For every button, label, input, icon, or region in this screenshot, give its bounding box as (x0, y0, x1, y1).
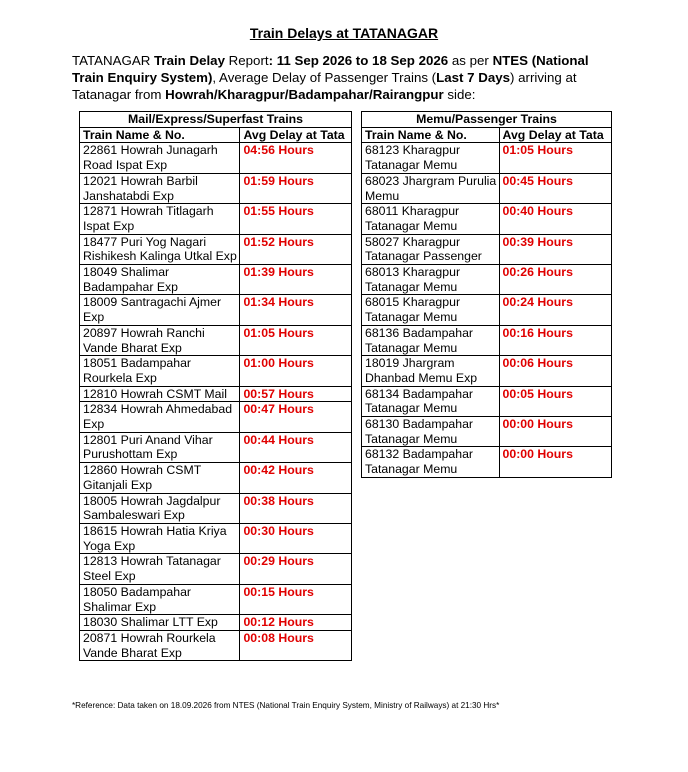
train-name-cell: 58027 Kharagpur Tatanagar Passenger (362, 234, 500, 264)
mail-table-row (80, 295, 352, 325)
memu-table-row (362, 417, 612, 447)
avg-delay-cell: 04:56 Hours (240, 143, 352, 173)
train-name-cell: 18019 Jhargram Dhanbad Memu Exp (362, 356, 500, 386)
avg-delay-cell: 00:26 Hours (499, 265, 611, 295)
train-name-cell: 20871 Howrah Rourkela Vande Bharat Exp (80, 630, 240, 660)
avg-delay-cell: 00:47 Hours (240, 402, 352, 432)
avg-delay-cell: 00:38 Hours (240, 493, 352, 523)
memu-table-row (362, 386, 612, 416)
memu-table-row (362, 325, 612, 355)
avg-delay-cell: 00:00 Hours (499, 447, 611, 477)
avg-delay-cell: 00:08 Hours (240, 630, 352, 660)
train-name-cell: 18615 Howrah Hatia Kriya Yoga Exp (80, 523, 240, 553)
train-name-cell: 22861 Howrah Junagarh Road Ispat Exp (80, 143, 240, 173)
train-name-cell: 12813 Howrah Tatanagar Steel Exp (80, 554, 240, 584)
avg-delay-cell: 00:16 Hours (499, 325, 611, 355)
mail-col-delay: Avg Delay at Tata (240, 127, 352, 143)
avg-delay-cell: 00:45 Hours (499, 173, 611, 203)
train-name-cell: 18005 Howrah Jagdalpur Sambaleswari Exp (80, 493, 240, 523)
avg-delay-cell: 00:40 Hours (499, 204, 611, 234)
footnote: *Reference: Data taken on 18.09.2026 from NTES (National Train Enquiry System, Ministry of Railways) at 21:30 Hrs* (72, 701, 500, 710)
train-name-cell: 68134 Badampahar Tatanagar Memu (362, 386, 500, 416)
mail-express-table (79, 111, 352, 661)
memu-table-heading: Memu/Passenger Trains (362, 112, 612, 128)
avg-delay-cell: 01:59 Hours (240, 173, 352, 203)
mail-table-row (80, 554, 352, 584)
train-name-cell: 68011 Kharagpur Tatanagar Memu (362, 204, 500, 234)
mail-col-train: Train Name & No. (80, 127, 240, 143)
mail-table-row (80, 386, 352, 402)
train-name-cell: 12860 Howrah CSMT Gitanjali Exp (80, 463, 240, 493)
train-name-cell: 18477 Puri Yog Nagari Rishikesh Kalinga Utkal Exp (80, 234, 240, 264)
avg-delay-cell: 00:30 Hours (240, 523, 352, 553)
mail-table-row (80, 432, 352, 462)
memu-table-row (362, 234, 612, 264)
avg-delay-cell: 01:55 Hours (240, 204, 352, 234)
mail-table-heading: Mail/Express/Superfast Trains (80, 112, 352, 128)
memu-table-row (362, 265, 612, 295)
avg-delay-cell: 00:39 Hours (499, 234, 611, 264)
mail-table-row (80, 325, 352, 355)
mail-table-row (80, 402, 352, 432)
avg-delay-cell: 01:52 Hours (240, 234, 352, 264)
train-name-cell: 68130 Badampahar Tatanagar Memu (362, 417, 500, 447)
avg-delay-cell: 00:00 Hours (499, 417, 611, 447)
avg-delay-cell: 01:34 Hours (240, 295, 352, 325)
train-name-cell: 18051 Badampahar Rourkela Exp (80, 356, 240, 386)
memu-table-row (362, 143, 612, 173)
avg-delay-cell: 01:05 Hours (240, 325, 352, 355)
intro-paragraph: TATANAGAR Train Delay Report: 11 Sep 2026 to 18 Sep 2026 as per NTES (National Train Enquiry System), Average Delay of Passenger Trains (Last 7 Days) arriving at Tatanagar from Howrah/Kharagpur/Badampahar/Rairangpur side: (72, 53, 589, 102)
avg-delay-cell: 00:29 Hours (240, 554, 352, 584)
memu-table-row (362, 295, 612, 325)
train-name-cell: 18050 Badampahar Shalimar Exp (80, 584, 240, 614)
memu-col-delay: Avg Delay at Tata (499, 127, 611, 143)
train-name-cell: 68023 Jhargram Purulia Memu (362, 173, 500, 203)
train-name-cell: 68013 Kharagpur Tatanagar Memu (362, 265, 500, 295)
mail-table-row (80, 523, 352, 553)
avg-delay-cell: 01:39 Hours (240, 265, 352, 295)
memu-table-row (362, 356, 612, 386)
avg-delay-cell: 00:57 Hours (240, 386, 352, 402)
mail-table-row (80, 493, 352, 523)
avg-delay-cell: 01:00 Hours (240, 356, 352, 386)
mail-table-row (80, 173, 352, 203)
report-title: Train Delays at TATANAGAR (249, 25, 439, 41)
avg-delay-cell: 00:24 Hours (499, 295, 611, 325)
train-name-cell: 68136 Badampahar Tatanagar Memu (362, 325, 500, 355)
memu-col-train: Train Name & No. (362, 127, 500, 143)
train-name-cell: 68132 Badampahar Tatanagar Memu (362, 447, 500, 477)
mail-table-row (80, 143, 352, 173)
train-name-cell: 18009 Santragachi Ajmer Exp (80, 295, 240, 325)
avg-delay-cell: 00:05 Hours (499, 386, 611, 416)
mail-table-row (80, 463, 352, 493)
train-name-cell: 12871 Howrah Titlagarh Ispat Exp (80, 204, 240, 234)
memu-passenger-table (361, 111, 612, 478)
mail-table-row (80, 234, 352, 264)
memu-table-row (362, 173, 612, 203)
mail-table-row (80, 584, 352, 614)
avg-delay-cell: 00:12 Hours (240, 615, 352, 631)
mail-table-row (80, 204, 352, 234)
memu-table-row (362, 447, 612, 477)
train-name-cell: 68123 Kharagpur Tatanagar Memu (362, 143, 500, 173)
avg-delay-cell: 01:05 Hours (499, 143, 611, 173)
avg-delay-cell: 00:42 Hours (240, 463, 352, 493)
mail-table-row (80, 630, 352, 660)
train-name-cell: 68015 Kharagpur Tatanagar Memu (362, 295, 500, 325)
train-name-cell: 12834 Howrah Ahmedabad Exp (80, 402, 240, 432)
avg-delay-cell: 00:44 Hours (240, 432, 352, 462)
memu-table-row (362, 204, 612, 234)
train-name-cell: 12810 Howrah CSMT Mail (80, 386, 240, 402)
train-name-cell: 12021 Howrah Barbil Janshatabdi Exp (80, 173, 240, 203)
mail-table-row (80, 265, 352, 295)
train-name-cell: 18030 Shalimar LTT Exp (80, 615, 240, 631)
train-name-cell: 12801 Puri Anand Vihar Purushottam Exp (80, 432, 240, 462)
avg-delay-cell: 00:15 Hours (240, 584, 352, 614)
mail-table-row (80, 615, 352, 631)
train-name-cell: 20897 Howrah Ranchi Vande Bharat Exp (80, 325, 240, 355)
avg-delay-cell: 00:06 Hours (499, 356, 611, 386)
train-name-cell: 18049 Shalimar Badampahar Exp (80, 265, 240, 295)
mail-table-row (80, 356, 352, 386)
